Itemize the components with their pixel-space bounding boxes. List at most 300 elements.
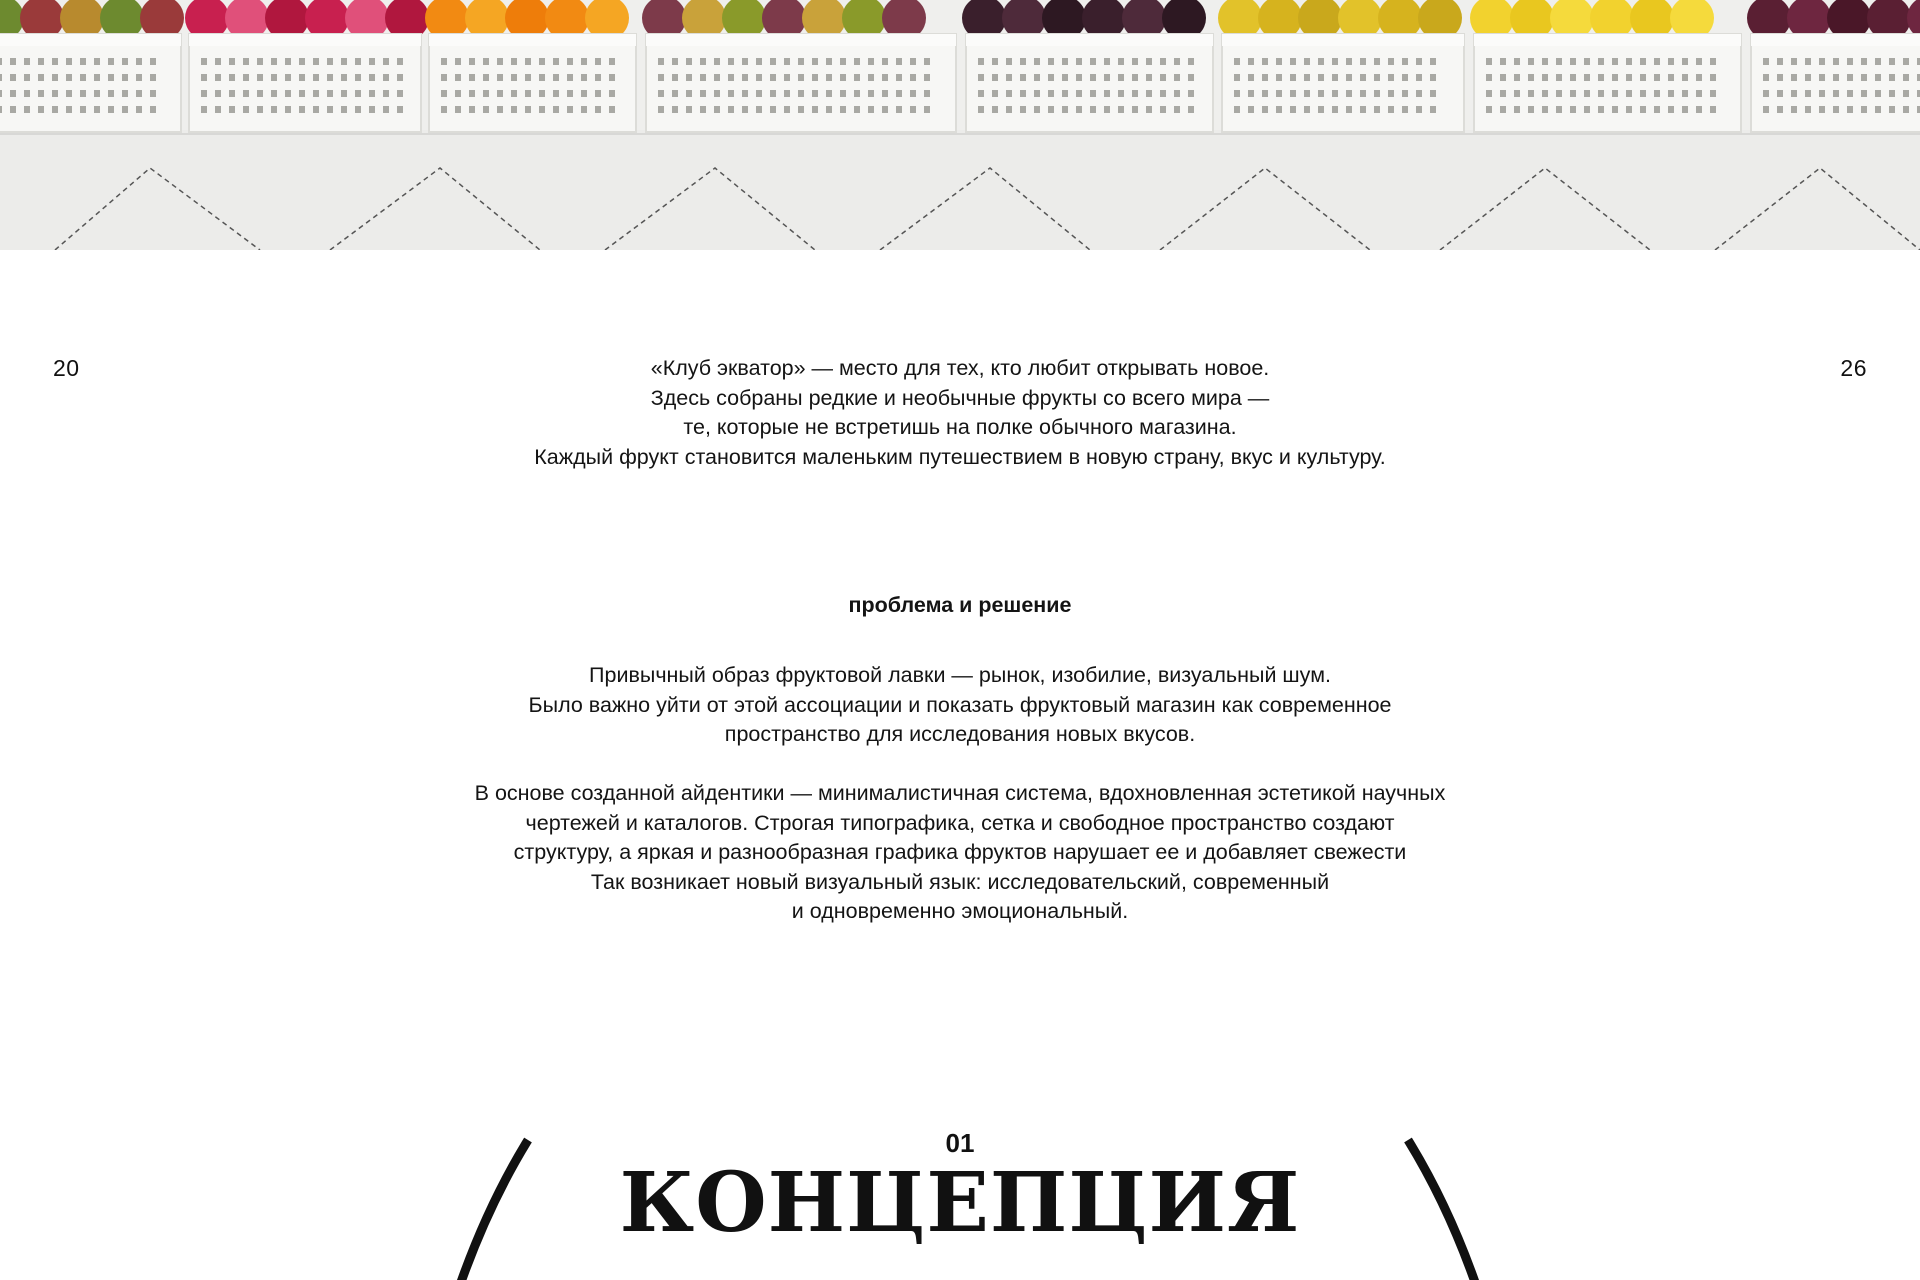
crate-hole: [243, 58, 249, 65]
crate-hole: [770, 58, 776, 65]
crate-hole: [840, 74, 846, 81]
crate-hole: [1160, 106, 1166, 113]
crate-hole: [1020, 74, 1026, 81]
crate-hole: [1763, 58, 1769, 65]
crate-hole: [1598, 106, 1604, 113]
crate-hole: [978, 58, 984, 65]
crate-hole: [201, 106, 207, 113]
crate-hole: [1542, 74, 1548, 81]
crate-hole: [469, 74, 475, 81]
crate-hole: [215, 74, 221, 81]
crate-hole: [1791, 90, 1797, 97]
crate-hole: [108, 74, 114, 81]
crate-hole: [1020, 58, 1026, 65]
crate-hole: [257, 106, 263, 113]
crate-hole: [770, 106, 776, 113]
crate-hole: [483, 106, 489, 113]
chapter-number: 01: [945, 1128, 975, 1158]
crate-hole: [1262, 58, 1268, 65]
crate-hole: [756, 58, 762, 65]
crate-hole: [285, 90, 291, 97]
crate-hole: [882, 74, 888, 81]
crate-hole: [1416, 58, 1422, 65]
hero-photo-fruit-crates: [0, 0, 1920, 250]
crate-hole: [441, 58, 447, 65]
crate-hole: [24, 90, 30, 97]
crate-hole: [469, 106, 475, 113]
crate-hole: [1146, 90, 1152, 97]
crate-hole: [910, 106, 916, 113]
crate-hole: [369, 58, 375, 65]
crate: [966, 34, 1213, 132]
crate-hole: [1276, 106, 1282, 113]
crate-hole: [1346, 74, 1352, 81]
crate-hole: [383, 106, 389, 113]
crate-hole: [355, 106, 361, 113]
crate-hole: [525, 58, 531, 65]
crate-hole: [992, 106, 998, 113]
crate-hole: [1584, 74, 1590, 81]
crate-hole: [1346, 58, 1352, 65]
crate-hole: [215, 90, 221, 97]
crate-rim: [1751, 34, 1920, 46]
crate-hole: [1875, 90, 1881, 97]
crate-hole: [882, 106, 888, 113]
crate-hole: [369, 106, 375, 113]
crate-hole: [714, 58, 720, 65]
crate-hole: [94, 106, 100, 113]
crate-hole: [525, 90, 531, 97]
crate-hole: [511, 90, 517, 97]
crate-hole: [94, 74, 100, 81]
crate-hole: [798, 106, 804, 113]
crate-hole: [1696, 90, 1702, 97]
crate: [1751, 34, 1920, 132]
intro-line: Каждый фрукт становится маленьким путешествием в новую страну, вкус и культуру.: [534, 444, 1386, 469]
crate-hole: [1847, 74, 1853, 81]
crate-hole: [1146, 106, 1152, 113]
crate-hole: [1777, 74, 1783, 81]
crate-hole: [1402, 74, 1408, 81]
crate-hole: [327, 74, 333, 81]
crate-hole: [770, 74, 776, 81]
crate-hole: [1570, 58, 1576, 65]
solution-paragraph: [0, 779, 1920, 927]
crate-hole: [1528, 90, 1534, 97]
crate-hole: [924, 90, 930, 97]
crate-hole: [136, 90, 142, 97]
crate-hole: [1903, 90, 1909, 97]
crate-hole: [1062, 106, 1068, 113]
crate-hole: [742, 90, 748, 97]
crate: [646, 34, 956, 132]
crate-hole: [1090, 106, 1096, 113]
crate-hole: [1710, 74, 1716, 81]
crate-hole: [595, 58, 601, 65]
crate-hole: [1174, 58, 1180, 65]
crate-hole: [1304, 74, 1310, 81]
fruit-crates-illustration: [0, 0, 1920, 250]
crate-hole: [826, 74, 832, 81]
crate-hole: [1388, 90, 1394, 97]
crate-hole: [784, 58, 790, 65]
crate-hole: [397, 58, 403, 65]
crate-hole: [700, 106, 706, 113]
crate-hole: [1174, 74, 1180, 81]
crate-hole: [1640, 58, 1646, 65]
crate-hole: [1500, 74, 1506, 81]
crate-hole: [1234, 74, 1240, 81]
crate-hole: [355, 74, 361, 81]
crate-hole: [581, 58, 587, 65]
crate-hole: [1682, 106, 1688, 113]
crate-hole: [924, 74, 930, 81]
crate-hole: [1104, 106, 1110, 113]
crate-hole: [840, 90, 846, 97]
crate-hole: [896, 74, 902, 81]
crate-hole: [66, 74, 72, 81]
crate-hole: [108, 58, 114, 65]
crate-hole: [1668, 90, 1674, 97]
crate-hole: [1388, 106, 1394, 113]
crate-hole: [1188, 90, 1194, 97]
crate-hole: [742, 106, 748, 113]
crate-hole: [978, 74, 984, 81]
crate-rim: [1474, 34, 1741, 46]
crate-hole: [285, 74, 291, 81]
crate-hole: [1234, 90, 1240, 97]
crate-hole: [868, 74, 874, 81]
crate-rim: [0, 34, 181, 46]
crate: [0, 34, 181, 132]
crate-hole: [1402, 58, 1408, 65]
crate-hole: [455, 90, 461, 97]
crate-hole: [714, 74, 720, 81]
problem-line: пространство для исследования новых вкусов.: [724, 722, 1196, 746]
crate-hole: [672, 58, 678, 65]
crate-hole: [1640, 90, 1646, 97]
crate-hole: [1430, 58, 1436, 65]
crate-hole: [1146, 74, 1152, 81]
solution-line: структуру, а яркая и разнообразная графика фруктов нарушает ее и добавляет свежести: [513, 840, 1407, 864]
crate-hole: [581, 90, 587, 97]
crate-hole: [24, 106, 30, 113]
crate-hole: [728, 58, 734, 65]
crate-hole: [66, 58, 72, 65]
crate-hole: [658, 58, 664, 65]
crate-hole: [567, 90, 573, 97]
crate-hole: [812, 90, 818, 97]
crate-hole: [1132, 58, 1138, 65]
crate-hole: [201, 90, 207, 97]
crate: [1222, 34, 1464, 132]
crate-hole: [1374, 106, 1380, 113]
crate-hole: [0, 58, 2, 65]
crate-hole: [1654, 106, 1660, 113]
crate-hole: [1696, 58, 1702, 65]
crate-hole: [567, 74, 573, 81]
crate-hole: [700, 58, 706, 65]
crate-hole: [1542, 90, 1548, 97]
crate-hole: [341, 58, 347, 65]
crate-hole: [10, 58, 16, 65]
crate-hole: [1374, 58, 1380, 65]
crate-hole: [1626, 90, 1632, 97]
crate-hole: [1640, 106, 1646, 113]
crate-hole: [567, 58, 573, 65]
crate-hole: [1556, 74, 1562, 81]
section-heading: проблема и решение: [848, 593, 1072, 617]
crate-hole: [1020, 90, 1026, 97]
crate-hole: [327, 106, 333, 113]
crate-hole: [257, 90, 263, 97]
crate-hole: [1188, 106, 1194, 113]
crate-hole: [1889, 74, 1895, 81]
crate-hole: [397, 90, 403, 97]
crate-hole: [80, 106, 86, 113]
crate-hole: [271, 90, 277, 97]
crate-hole: [1847, 90, 1853, 97]
crate-hole: [1819, 90, 1825, 97]
crate-hole: [1805, 74, 1811, 81]
crate-hole: [539, 58, 545, 65]
crate-hole: [1903, 58, 1909, 65]
crate-hole: [299, 106, 305, 113]
crate-hole: [992, 74, 998, 81]
crate-hole: [714, 106, 720, 113]
crate-hole: [1500, 58, 1506, 65]
crate: [189, 34, 421, 132]
crate-hole: [341, 106, 347, 113]
crate-hole: [798, 90, 804, 97]
crate-hole: [1248, 106, 1254, 113]
crate-hole: [1290, 58, 1296, 65]
crate-hole: [1903, 74, 1909, 81]
crate-hole: [840, 58, 846, 65]
crate-hole: [1076, 58, 1082, 65]
crate-hole: [1360, 90, 1366, 97]
crate-hole: [1234, 106, 1240, 113]
crate-hole: [285, 58, 291, 65]
solution-line: чертежей и каталогов. Строгая типографика, сетка и свободное пространство создают: [525, 810, 1395, 835]
crate-hole: [122, 106, 128, 113]
crate-hole: [826, 58, 832, 65]
crate-hole: [299, 74, 305, 81]
crate-hole: [1318, 58, 1324, 65]
crate-hole: [271, 74, 277, 81]
crate-hole: [1276, 74, 1282, 81]
crate-hole: [1861, 74, 1867, 81]
crate-hole: [38, 74, 44, 81]
crate-hole: [52, 106, 58, 113]
crate-hole: [1290, 74, 1296, 81]
crate-hole: [1248, 58, 1254, 65]
crate-hole: [812, 58, 818, 65]
crate-hole: [94, 58, 100, 65]
crate-hole: [483, 74, 489, 81]
crate-hole: [1570, 106, 1576, 113]
crate-hole: [672, 90, 678, 97]
crate-hole: [66, 90, 72, 97]
crate-hole: [1430, 106, 1436, 113]
crate-hole: [243, 106, 249, 113]
crate-hole: [1654, 90, 1660, 97]
crate-hole: [1034, 90, 1040, 97]
crate-hole: [497, 90, 503, 97]
crate-hole: [136, 58, 142, 65]
crate-hole: [1248, 74, 1254, 81]
crate-hole: [1346, 106, 1352, 113]
crate-hole: [1006, 74, 1012, 81]
crate-hole: [150, 90, 156, 97]
crate-hole: [0, 106, 2, 113]
intro-paragraph: [0, 354, 1920, 472]
crate-hole: [441, 74, 447, 81]
crate-hole: [1062, 74, 1068, 81]
crate-hole: [355, 90, 361, 97]
crate-hole: [441, 90, 447, 97]
intro-line: Здесь собраны редкие и необычные фрукты со всего мира —: [650, 385, 1270, 410]
crate-hole: [686, 58, 692, 65]
crate-hole: [609, 106, 615, 113]
crate-hole: [1556, 90, 1562, 97]
crate-hole: [1598, 74, 1604, 81]
crate-hole: [658, 90, 664, 97]
crate-hole: [66, 106, 72, 113]
crate-hole: [1104, 58, 1110, 65]
crate-hole: [1612, 90, 1618, 97]
crate-hole: [201, 74, 207, 81]
problem-paragraph: [0, 661, 1920, 750]
crate-hole: [1188, 74, 1194, 81]
crate-hole: [80, 90, 86, 97]
crate-hole: [1360, 106, 1366, 113]
crate-hole: [1034, 106, 1040, 113]
crate-hole: [271, 58, 277, 65]
crate-hole: [539, 74, 545, 81]
crate-hole: [52, 74, 58, 81]
crate-hole: [742, 58, 748, 65]
crate-hole: [812, 106, 818, 113]
crate-hole: [868, 106, 874, 113]
crate-hole: [1819, 58, 1825, 65]
crate-hole: [511, 58, 517, 65]
crate-hole: [1889, 58, 1895, 65]
crate-hole: [1640, 74, 1646, 81]
crate-hole: [38, 90, 44, 97]
crate-hole: [1430, 74, 1436, 81]
solution-line: В основе созданной айдентики — минималистичная система, вдохновленная эстетикой научных: [474, 781, 1446, 805]
crate-hole: [1332, 74, 1338, 81]
crate-hole: [658, 106, 664, 113]
crate-hole: [672, 74, 678, 81]
crate-hole: [94, 90, 100, 97]
crate-hole: [1682, 90, 1688, 97]
crate-hole: [136, 106, 142, 113]
crate-hole: [1833, 106, 1839, 113]
crate-hole: [313, 58, 319, 65]
crate-hole: [700, 74, 706, 81]
crate-hole: [122, 58, 128, 65]
crate-hole: [327, 90, 333, 97]
crate-hole: [1006, 106, 1012, 113]
crate-hole: [1276, 90, 1282, 97]
crate-hole: [1304, 90, 1310, 97]
crate-hole: [1777, 90, 1783, 97]
crate-hole: [1584, 106, 1590, 113]
crate-hole: [1076, 74, 1082, 81]
crate-hole: [686, 90, 692, 97]
crate-hole: [756, 106, 762, 113]
crate-hole: [108, 106, 114, 113]
crate-hole: [1710, 106, 1716, 113]
crate-hole: [1104, 90, 1110, 97]
crate-hole: [1696, 74, 1702, 81]
problem-line: Привычный образ фруктовой лавки — рынок, изобилие, визуальный шум.: [589, 663, 1331, 687]
crate-hole: [854, 106, 860, 113]
crate-hole: [1416, 74, 1422, 81]
crate-hole: [1048, 58, 1054, 65]
crate-hole: [1048, 90, 1054, 97]
crate-hole: [1132, 74, 1138, 81]
crate-hole: [1486, 58, 1492, 65]
crate-hole: [784, 90, 790, 97]
crate-hole: [397, 106, 403, 113]
crate-hole: [1763, 90, 1769, 97]
crate-hole: [1374, 90, 1380, 97]
crate-hole: [1118, 74, 1124, 81]
crate-hole: [658, 74, 664, 81]
chapter-title: КОНЦЕПЦИЯ: [619, 1155, 1301, 1251]
crate-hole: [1332, 58, 1338, 65]
crate-hole: [686, 74, 692, 81]
crate-hole: [826, 90, 832, 97]
crate-hole: [1304, 58, 1310, 65]
crate-rim: [966, 34, 1213, 46]
crate-hole: [80, 74, 86, 81]
crate-hole: [243, 90, 249, 97]
crate-hole: [1146, 58, 1152, 65]
crate-hole: [1626, 58, 1632, 65]
crate-hole: [910, 58, 916, 65]
crate-hole: [1374, 74, 1380, 81]
crate-hole: [1833, 90, 1839, 97]
crate-hole: [1612, 106, 1618, 113]
crate-hole: [511, 106, 517, 113]
crate-hole: [299, 58, 305, 65]
crate-hole: [609, 74, 615, 81]
crate-hole: [1514, 106, 1520, 113]
crate-hole: [1791, 58, 1797, 65]
crate-hole: [327, 58, 333, 65]
crate-hole: [150, 106, 156, 113]
crate-hole: [868, 58, 874, 65]
crate-hole: [1710, 58, 1716, 65]
crate-hole: [1875, 106, 1881, 113]
crate-hole: [581, 106, 587, 113]
crate-hole: [1612, 74, 1618, 81]
crate-hole: [1626, 106, 1632, 113]
crate-rim: [189, 34, 421, 46]
crate-hole: [1132, 90, 1138, 97]
crate-hole: [798, 74, 804, 81]
crate-hole: [1262, 90, 1268, 97]
crate-hole: [609, 90, 615, 97]
crate-hole: [1833, 58, 1839, 65]
crate-hole: [1861, 90, 1867, 97]
crate-hole: [609, 58, 615, 65]
crate-hole: [1048, 74, 1054, 81]
